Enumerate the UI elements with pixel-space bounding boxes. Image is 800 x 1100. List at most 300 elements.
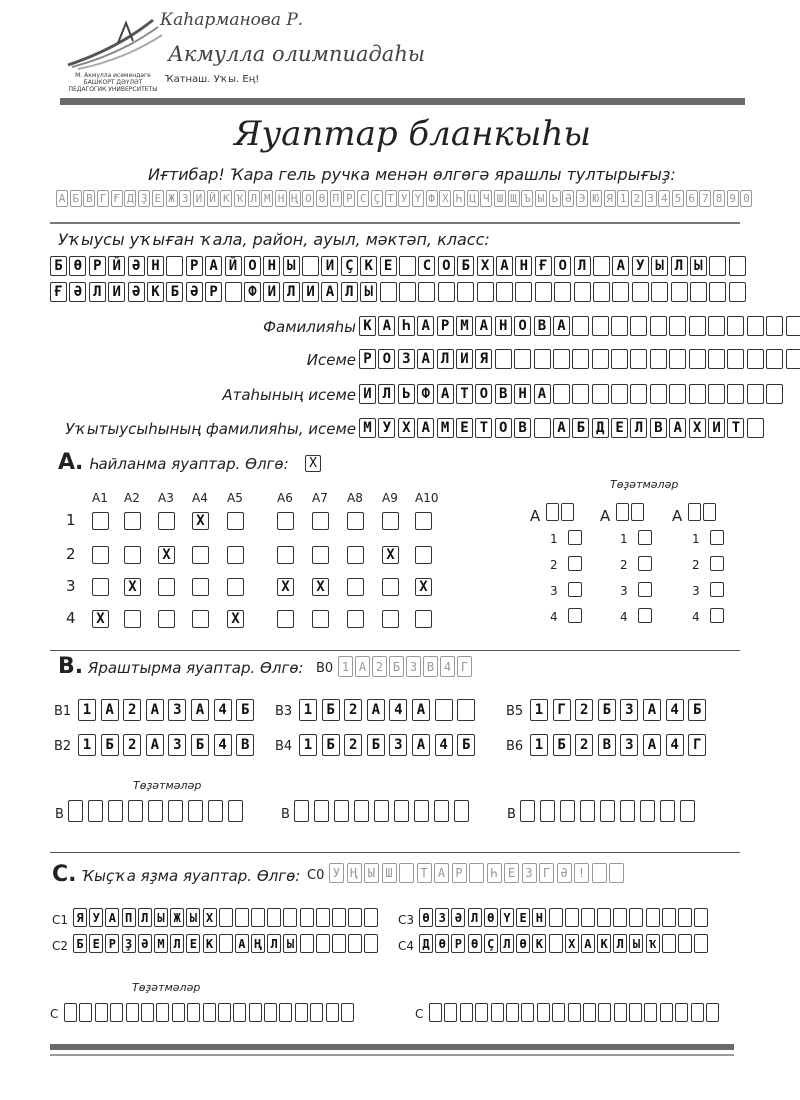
letter-cell[interactable]: А <box>437 384 454 404</box>
letter-cell[interactable] <box>457 282 474 302</box>
letter-cell[interactable]: Ә <box>128 256 145 276</box>
correction-cell[interactable] <box>208 800 223 822</box>
correction-checkbox[interactable] <box>638 556 652 571</box>
answer-cell[interactable]: Ө <box>468 934 482 953</box>
answer-cell[interactable]: Л <box>468 908 482 927</box>
letter-cell[interactable] <box>766 316 783 336</box>
answer-checkbox[interactable]: X <box>415 578 432 596</box>
answer-cell[interactable] <box>364 934 378 953</box>
answer-cell[interactable]: Ө <box>516 934 530 953</box>
letter-cell[interactable]: Е <box>456 418 473 438</box>
letter-cell[interactable] <box>669 349 686 369</box>
letter-cell[interactable]: К <box>359 316 376 336</box>
letter-cell[interactable]: Ә <box>69 282 86 302</box>
answer-checkbox[interactable] <box>415 546 432 564</box>
letter-cell[interactable]: Т <box>727 418 744 438</box>
letter-cell[interactable]: Б <box>166 282 183 302</box>
answer-checkbox[interactable] <box>158 512 175 530</box>
correction-cell[interactable] <box>540 800 555 822</box>
letter-cell[interactable]: И <box>108 282 125 302</box>
answer-cell[interactable]: З <box>435 908 449 927</box>
letter-cell[interactable]: А <box>612 256 629 276</box>
answer-cell[interactable] <box>219 908 233 927</box>
correction-cell[interactable] <box>218 1003 231 1022</box>
letter-cell[interactable]: О <box>438 256 455 276</box>
correction-cell[interactable] <box>580 800 595 822</box>
letter-cell[interactable]: З <box>398 349 415 369</box>
letter-cell[interactable]: И <box>456 349 473 369</box>
correction-row[interactable] <box>429 1003 721 1022</box>
answer-cell[interactable]: Л <box>613 934 627 953</box>
answer-cell[interactable] <box>219 934 233 953</box>
letter-cell[interactable]: А <box>205 256 222 276</box>
correction-cell[interactable] <box>644 1003 657 1022</box>
answer-cell[interactable]: 1 <box>299 734 317 756</box>
letter-cell[interactable]: В <box>534 316 551 336</box>
correction-cell[interactable] <box>444 1003 457 1022</box>
letter-cell[interactable]: Н <box>515 256 532 276</box>
letter-cell[interactable]: Р <box>205 282 222 302</box>
answer-cell[interactable]: В <box>598 734 616 756</box>
letter-cell[interactable]: Л <box>89 282 106 302</box>
correction-cell[interactable] <box>629 1003 642 1022</box>
letter-cell[interactable] <box>553 349 570 369</box>
answer-checkbox[interactable] <box>382 610 399 628</box>
correction-row[interactable] <box>520 800 700 822</box>
letter-cell[interactable]: Н <box>495 316 512 336</box>
answer-cell[interactable]: Н <box>532 908 546 927</box>
correction-cell[interactable] <box>520 800 535 822</box>
answer-cell[interactable]: 1 <box>78 699 96 721</box>
letter-cell[interactable] <box>671 282 688 302</box>
letter-cell[interactable]: К <box>360 256 377 276</box>
answer-cell[interactable]: Г <box>688 734 706 756</box>
answer-cell[interactable] <box>364 908 378 927</box>
answer-cell[interactable]: 4 <box>435 734 453 756</box>
answer-cell[interactable]: 2 <box>123 699 141 721</box>
correction-cell[interactable] <box>172 1003 185 1022</box>
letter-cell[interactable] <box>747 384 764 404</box>
correction-checkbox[interactable] <box>710 530 724 545</box>
answer-cell[interactable] <box>629 908 643 927</box>
answer-cell[interactable]: Е <box>516 908 530 927</box>
letter-cell[interactable] <box>399 256 416 276</box>
letter-cell[interactable] <box>669 316 686 336</box>
patronymic-field[interactable] <box>359 384 786 404</box>
correction-cell[interactable] <box>233 1003 246 1022</box>
letter-cell[interactable] <box>438 282 455 302</box>
answer-cell[interactable] <box>565 908 579 927</box>
letter-cell[interactable]: Т <box>456 384 473 404</box>
answer-checkbox[interactable] <box>227 546 244 564</box>
correction-cell[interactable] <box>691 1003 704 1022</box>
letter-cell[interactable] <box>747 418 764 438</box>
letter-cell[interactable] <box>418 282 435 302</box>
correction-cell[interactable] <box>374 800 389 822</box>
correction-cell[interactable] <box>680 800 695 822</box>
letter-cell[interactable]: К <box>147 282 164 302</box>
letter-cell[interactable]: А <box>496 256 513 276</box>
letter-cell[interactable] <box>593 282 610 302</box>
answer-checkbox[interactable] <box>92 578 109 596</box>
correction-checkbox[interactable] <box>710 608 724 623</box>
answer-checkbox[interactable] <box>347 546 364 564</box>
letter-cell[interactable] <box>729 256 746 276</box>
correction-cell[interactable] <box>614 1003 627 1022</box>
letter-cell[interactable]: Б <box>572 418 589 438</box>
correction-cell[interactable] <box>561 503 574 521</box>
correction-checkbox[interactable] <box>638 608 652 623</box>
answer-cell[interactable]: Ы <box>283 934 297 953</box>
answer-cell[interactable]: Б <box>457 734 475 756</box>
letter-cell[interactable]: Ғ <box>50 282 67 302</box>
correction-cell[interactable] <box>279 1003 292 1022</box>
answer-cell[interactable]: А <box>235 934 249 953</box>
answer-cell[interactable]: Б <box>73 934 87 953</box>
answer-cell[interactable] <box>678 908 692 927</box>
letter-cell[interactable]: Ы <box>283 256 300 276</box>
letter-cell[interactable] <box>690 282 707 302</box>
correction-cell[interactable] <box>640 800 655 822</box>
answer-cell[interactable]: П <box>122 908 136 927</box>
answer-checkbox[interactable] <box>415 512 432 530</box>
answer-cell[interactable]: 2 <box>575 699 593 721</box>
answer-cell[interactable]: Б <box>322 734 340 756</box>
answer-cell[interactable] <box>348 934 362 953</box>
letter-cell[interactable] <box>554 282 571 302</box>
letter-cell[interactable] <box>650 384 667 404</box>
answer-cell[interactable]: Ө <box>435 934 449 953</box>
letter-cell[interactable] <box>535 282 552 302</box>
answer-cell[interactable]: А <box>581 934 595 953</box>
correction-cell[interactable] <box>295 1003 308 1022</box>
letter-cell[interactable] <box>786 349 800 369</box>
letter-cell[interactable] <box>611 384 628 404</box>
letter-cell[interactable]: Ы <box>690 256 707 276</box>
correction-cell[interactable] <box>188 800 203 822</box>
answer-cell[interactable]: Б <box>553 734 571 756</box>
answer-row[interactable] <box>419 934 710 953</box>
letter-cell[interactable]: О <box>244 256 261 276</box>
answer-checkbox[interactable] <box>124 546 141 564</box>
letter-cell[interactable]: Л <box>574 256 591 276</box>
correction-checkbox[interactable] <box>568 608 582 623</box>
answer-cell[interactable] <box>549 908 563 927</box>
answer-cell[interactable]: А <box>367 699 385 721</box>
correction-checkbox[interactable] <box>568 530 582 545</box>
answer-cell[interactable]: Г <box>553 699 571 721</box>
correction-cell[interactable] <box>675 1003 688 1022</box>
correction-cell[interactable] <box>394 800 409 822</box>
letter-cell[interactable] <box>708 384 725 404</box>
answer-cell[interactable] <box>597 908 611 927</box>
answer-cell[interactable] <box>332 934 346 953</box>
answer-checkbox[interactable]: X <box>277 578 294 596</box>
correction-cell[interactable] <box>688 503 701 521</box>
answer-row[interactable] <box>530 699 711 721</box>
school-line-2[interactable] <box>50 282 748 302</box>
correction-cell[interactable] <box>249 1003 262 1022</box>
answer-cell[interactable]: Б <box>191 734 209 756</box>
correction-cell[interactable] <box>429 1003 442 1022</box>
answer-cell[interactable]: Б <box>688 699 706 721</box>
correction-cell[interactable] <box>620 800 635 822</box>
correction-cell[interactable] <box>616 503 629 521</box>
letter-cell[interactable]: О <box>475 384 492 404</box>
letter-cell[interactable] <box>514 349 531 369</box>
answer-cell[interactable] <box>457 699 475 721</box>
answer-cell[interactable]: А <box>412 734 430 756</box>
letter-cell[interactable]: Б <box>457 256 474 276</box>
answer-cell[interactable]: 4 <box>666 699 684 721</box>
answer-checkbox[interactable] <box>227 512 244 530</box>
answer-row[interactable] <box>78 734 259 756</box>
answer-cell[interactable]: Б <box>101 734 119 756</box>
letter-cell[interactable]: М <box>359 418 376 438</box>
answer-checkbox[interactable]: X <box>124 578 141 596</box>
answer-checkbox[interactable] <box>92 512 109 530</box>
letter-cell[interactable]: Х <box>477 256 494 276</box>
answer-row[interactable] <box>73 934 381 953</box>
correction-cell[interactable] <box>434 800 449 822</box>
answer-checkbox[interactable]: X <box>92 610 109 628</box>
letter-cell[interactable]: Я <box>475 349 492 369</box>
answer-checkbox[interactable] <box>227 578 244 596</box>
correction-cell[interactable] <box>546 503 559 521</box>
answer-cell[interactable] <box>251 908 265 927</box>
correction-cell[interactable] <box>598 1003 611 1022</box>
answer-checkbox[interactable] <box>312 610 329 628</box>
answer-checkbox[interactable]: X <box>158 546 175 564</box>
correction-cell[interactable] <box>660 800 675 822</box>
letter-cell[interactable] <box>495 349 512 369</box>
letter-cell[interactable] <box>747 316 764 336</box>
answer-cell[interactable]: Ә <box>451 908 465 927</box>
answer-cell[interactable]: 4 <box>389 699 407 721</box>
letter-cell[interactable]: Ө <box>69 256 86 276</box>
letter-cell[interactable]: Н <box>263 256 280 276</box>
correction-cell[interactable] <box>156 1003 169 1022</box>
letter-cell[interactable]: Л <box>671 256 688 276</box>
answer-cell[interactable]: Б <box>598 699 616 721</box>
letter-cell[interactable] <box>630 349 647 369</box>
letter-cell[interactable]: М <box>456 316 473 336</box>
letter-cell[interactable]: А <box>417 316 434 336</box>
answer-cell[interactable]: 3 <box>168 699 186 721</box>
letter-cell[interactable]: И <box>302 282 319 302</box>
answer-row[interactable] <box>530 734 711 756</box>
answer-cell[interactable]: 1 <box>78 734 96 756</box>
correction-cell[interactable] <box>521 1003 534 1022</box>
answer-checkbox[interactable] <box>277 546 294 564</box>
letter-cell[interactable] <box>766 384 783 404</box>
answer-checkbox[interactable] <box>382 512 399 530</box>
answer-checkbox[interactable] <box>347 610 364 628</box>
letter-cell[interactable]: Ф <box>417 384 434 404</box>
letter-cell[interactable] <box>650 316 667 336</box>
letter-cell[interactable]: Ь <box>398 384 415 404</box>
letter-cell[interactable] <box>574 282 591 302</box>
correction-cell[interactable] <box>68 800 83 822</box>
letter-cell[interactable] <box>709 256 726 276</box>
letter-cell[interactable] <box>399 282 416 302</box>
correction-checkbox[interactable] <box>638 530 652 545</box>
answer-cell[interactable]: 4 <box>214 734 232 756</box>
correction-row[interactable] <box>68 800 248 822</box>
answer-checkbox[interactable] <box>382 578 399 596</box>
letter-cell[interactable] <box>632 282 649 302</box>
answer-cell[interactable]: 3 <box>620 699 638 721</box>
correction-cell[interactable] <box>264 1003 277 1022</box>
correction-checkbox[interactable] <box>638 582 652 597</box>
letter-cell[interactable]: С <box>418 256 435 276</box>
correction-cell[interactable] <box>141 1003 154 1022</box>
letter-cell[interactable] <box>650 349 667 369</box>
letter-cell[interactable]: Е <box>380 256 397 276</box>
answer-cell[interactable] <box>316 908 330 927</box>
letter-cell[interactable]: А <box>417 418 434 438</box>
letter-cell[interactable]: О <box>378 349 395 369</box>
answer-cell[interactable]: А <box>412 699 430 721</box>
correction-cell[interactable] <box>568 1003 581 1022</box>
answer-checkbox[interactable] <box>124 512 141 530</box>
answer-cell[interactable]: Ы <box>629 934 643 953</box>
answer-cell[interactable]: Б <box>322 699 340 721</box>
answer-cell[interactable] <box>662 908 676 927</box>
answer-cell[interactable]: Е <box>186 934 200 953</box>
letter-cell[interactable] <box>669 384 686 404</box>
correction-checkbox[interactable] <box>710 556 724 571</box>
answer-cell[interactable]: К <box>203 934 217 953</box>
answer-checkbox[interactable]: X <box>227 610 244 628</box>
correction-cell[interactable] <box>110 1003 123 1022</box>
letter-cell[interactable] <box>496 282 513 302</box>
correction-cell[interactable] <box>126 1003 139 1022</box>
letter-cell[interactable]: О <box>495 418 512 438</box>
correction-cell[interactable] <box>552 1003 565 1022</box>
answer-cell[interactable] <box>332 908 346 927</box>
answer-checkbox[interactable] <box>415 610 432 628</box>
answer-cell[interactable] <box>348 908 362 927</box>
answer-cell[interactable]: Б <box>236 699 254 721</box>
answer-checkbox[interactable] <box>192 610 209 628</box>
letter-cell[interactable]: Л <box>437 349 454 369</box>
answer-cell[interactable]: Ҡ <box>646 934 660 953</box>
answer-checkbox[interactable] <box>92 546 109 564</box>
answer-cell[interactable]: 3 <box>620 734 638 756</box>
answer-cell[interactable] <box>267 908 281 927</box>
correction-cell[interactable] <box>64 1003 77 1022</box>
answer-checkbox[interactable] <box>192 578 209 596</box>
answer-cell[interactable]: Ә <box>138 934 152 953</box>
answer-cell[interactable] <box>316 934 330 953</box>
letter-cell[interactable]: И <box>708 418 725 438</box>
letter-cell[interactable] <box>515 282 532 302</box>
letter-cell[interactable] <box>729 282 746 302</box>
answer-cell[interactable] <box>435 699 453 721</box>
letter-cell[interactable] <box>611 349 628 369</box>
correction-row[interactable] <box>294 800 474 822</box>
letter-cell[interactable] <box>612 282 629 302</box>
answer-cell[interactable]: 4 <box>214 699 232 721</box>
answer-checkbox[interactable] <box>312 546 329 564</box>
answer-cell[interactable]: А <box>101 699 119 721</box>
answer-cell[interactable]: Е <box>89 934 103 953</box>
correction-checkbox[interactable] <box>710 582 724 597</box>
correction-cell[interactable] <box>454 800 469 822</box>
answer-checkbox[interactable]: X <box>312 578 329 596</box>
letter-cell[interactable]: А <box>378 316 395 336</box>
correction-cell[interactable] <box>326 1003 339 1022</box>
answer-cell[interactable]: Л <box>138 908 152 927</box>
correction-cell[interactable] <box>187 1003 200 1022</box>
correction-cell[interactable] <box>560 800 575 822</box>
letter-cell[interactable]: У <box>632 256 649 276</box>
letter-cell[interactable]: Й <box>108 256 125 276</box>
school-line-1[interactable] <box>50 256 748 276</box>
answer-cell[interactable]: 1 <box>530 699 548 721</box>
answer-row[interactable] <box>299 734 480 756</box>
correction-cell[interactable] <box>583 1003 596 1022</box>
correction-cell[interactable] <box>148 800 163 822</box>
answer-cell[interactable]: Я <box>73 908 87 927</box>
answer-checkbox[interactable] <box>347 512 364 530</box>
letter-cell[interactable] <box>225 282 242 302</box>
letter-cell[interactable]: Р <box>359 349 376 369</box>
answer-cell[interactable]: 2 <box>123 734 141 756</box>
answer-cell[interactable]: 1 <box>530 734 548 756</box>
teacher-field[interactable] <box>359 418 766 438</box>
correction-cell[interactable] <box>491 1003 504 1022</box>
letter-cell[interactable]: У <box>378 418 395 438</box>
letter-cell[interactable] <box>553 384 570 404</box>
letter-cell[interactable] <box>786 316 800 336</box>
letter-cell[interactable]: Ә <box>186 282 203 302</box>
answer-cell[interactable]: 1 <box>299 699 317 721</box>
letter-cell[interactable]: Н <box>147 256 164 276</box>
correction-cell[interactable] <box>95 1003 108 1022</box>
letter-cell[interactable]: И <box>321 256 338 276</box>
answer-cell[interactable]: К <box>597 934 611 953</box>
answer-cell[interactable] <box>549 934 563 953</box>
answer-row[interactable] <box>78 699 259 721</box>
letter-cell[interactable]: Х <box>398 418 415 438</box>
letter-cell[interactable]: И <box>359 384 376 404</box>
answer-cell[interactable]: 2 <box>344 734 362 756</box>
letter-cell[interactable] <box>747 349 764 369</box>
answer-cell[interactable]: 3 <box>389 734 407 756</box>
letter-cell[interactable] <box>708 349 725 369</box>
answer-checkbox[interactable] <box>158 610 175 628</box>
name-field[interactable] <box>359 349 800 369</box>
letter-cell[interactable]: А <box>553 418 570 438</box>
answer-cell[interactable]: В <box>236 734 254 756</box>
letter-cell[interactable]: Һ <box>398 316 415 336</box>
letter-cell[interactable] <box>651 282 668 302</box>
answer-cell[interactable] <box>235 908 249 927</box>
correction-cell[interactable] <box>631 503 644 521</box>
letter-cell[interactable] <box>572 316 589 336</box>
correction-cell[interactable] <box>128 800 143 822</box>
letter-cell[interactable]: Е <box>611 418 628 438</box>
letter-cell[interactable]: Р <box>437 316 454 336</box>
answer-cell[interactable] <box>300 934 314 953</box>
answer-cell[interactable]: Р <box>105 934 119 953</box>
answer-checkbox[interactable] <box>192 546 209 564</box>
answer-cell[interactable]: А <box>105 908 119 927</box>
answer-cell[interactable]: К <box>532 934 546 953</box>
answer-checkbox[interactable] <box>312 512 329 530</box>
